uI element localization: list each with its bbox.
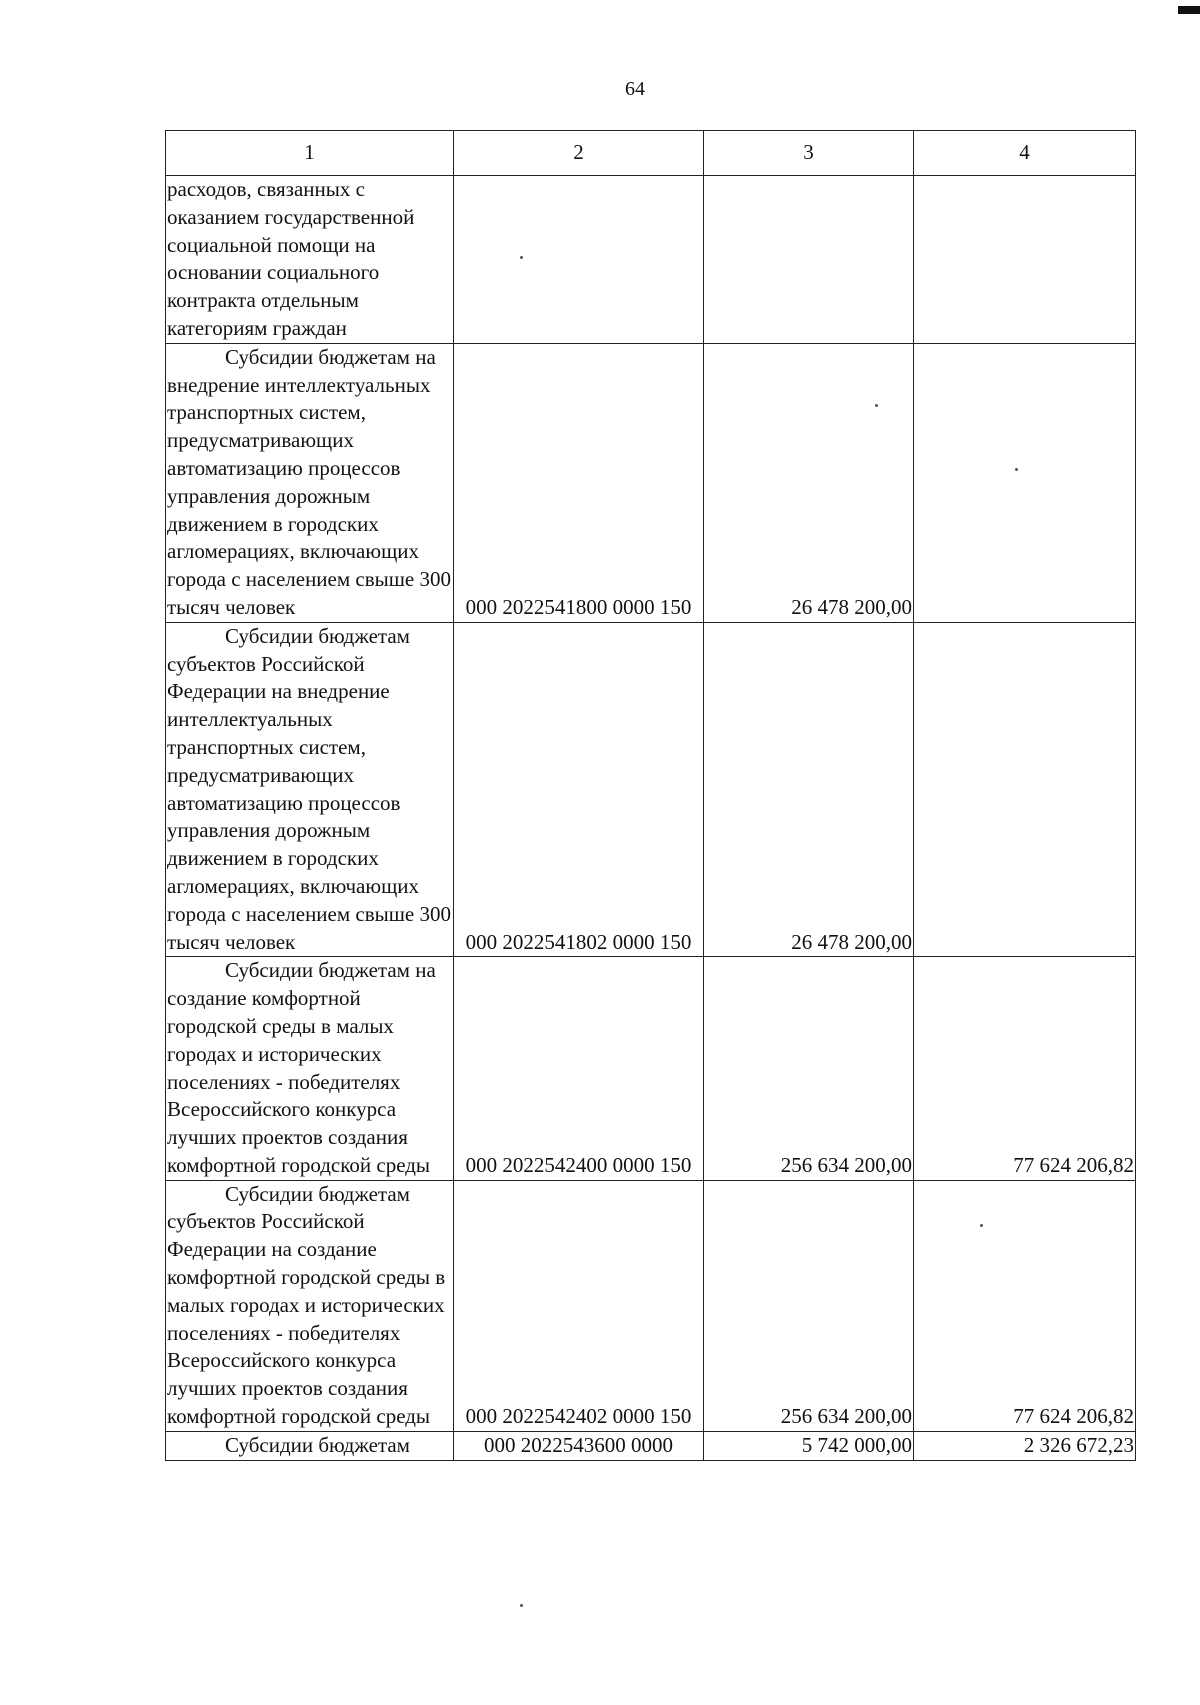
row-col4 — [914, 343, 1136, 622]
row-col3 — [704, 176, 914, 344]
scan-speck — [1015, 468, 1018, 471]
header-col-2: 2 — [454, 131, 704, 176]
table-row — [166, 1180, 1136, 1431]
row-code: 000 2022543600 0000 — [454, 1431, 704, 1460]
table-row — [166, 1431, 1136, 1460]
row-code — [454, 176, 704, 344]
budget-table — [165, 130, 1136, 1461]
row-col3: 256 634 200,00 — [704, 957, 914, 1180]
table-row — [166, 622, 1136, 957]
row-col3: 26 478 200,00 — [704, 622, 914, 957]
header-col-1: 1 — [166, 131, 454, 176]
table-row — [166, 343, 1136, 622]
row-name: Субсидии бюджетам на создание комфортной городской среды в малых городах и исторических поселениях - победителях Всероссийского конкурса лучших проектов создания комфортной городской среды — [166, 957, 454, 1180]
header-col-3: 3 — [704, 131, 914, 176]
row-name: Субсидии бюджетам субъектов Российской Федерации на внедрение интеллектуальных транспортных систем, предусматривающих автоматизацию процессов управления дорожным движением в городских агломерациях, включающих города с населением свыше 300 тысяч человек — [166, 622, 454, 957]
table-row — [166, 176, 1136, 344]
table-header-row — [166, 131, 1136, 176]
row-name: Субсидии бюджетам — [166, 1431, 454, 1460]
row-col3: 5 742 000,00 — [704, 1431, 914, 1460]
row-code: 000 2022542400 0000 150 — [454, 957, 704, 1180]
row-col3: 256 634 200,00 — [704, 1180, 914, 1431]
row-col4 — [914, 622, 1136, 957]
row-name: расходов, связанных с оказанием государственной социальной помощи на основании социального контракта отдельным категориям граждан — [166, 176, 454, 344]
header-col-4: 4 — [914, 131, 1136, 176]
scan-speck — [520, 256, 523, 259]
row-code: 000 2022541800 0000 150 — [454, 343, 704, 622]
row-col3: 26 478 200,00 — [704, 343, 914, 622]
row-name: Субсидии бюджетам на внедрение интеллектуальных транспортных систем, предусматривающих автоматизацию процессов управления дорожным движением в городских агломерациях, включающих города с населением свыше 300 тысяч человек — [166, 343, 454, 622]
scan-speck — [980, 1224, 983, 1227]
row-code: 000 2022541802 0000 150 — [454, 622, 704, 957]
corner-mark — [1178, 6, 1200, 14]
row-col4: 2 326 672,23 — [914, 1431, 1136, 1460]
row-col4: 77 624 206,82 — [914, 1180, 1136, 1431]
row-col4: 77 624 206,82 — [914, 957, 1136, 1180]
row-col4 — [914, 176, 1136, 344]
scan-speck — [875, 404, 878, 407]
row-code: 000 2022542402 0000 150 — [454, 1180, 704, 1431]
table-row — [166, 957, 1136, 1180]
scan-speck — [520, 1604, 523, 1607]
page-number: 64 — [625, 78, 645, 100]
row-name: Субсидии бюджетам субъектов Российской Федерации на создание комфортной городской среды в малых городах и исторических поселениях - победителях Всероссийского конкурса лучших проектов создания комфортной городской среды — [166, 1180, 454, 1431]
